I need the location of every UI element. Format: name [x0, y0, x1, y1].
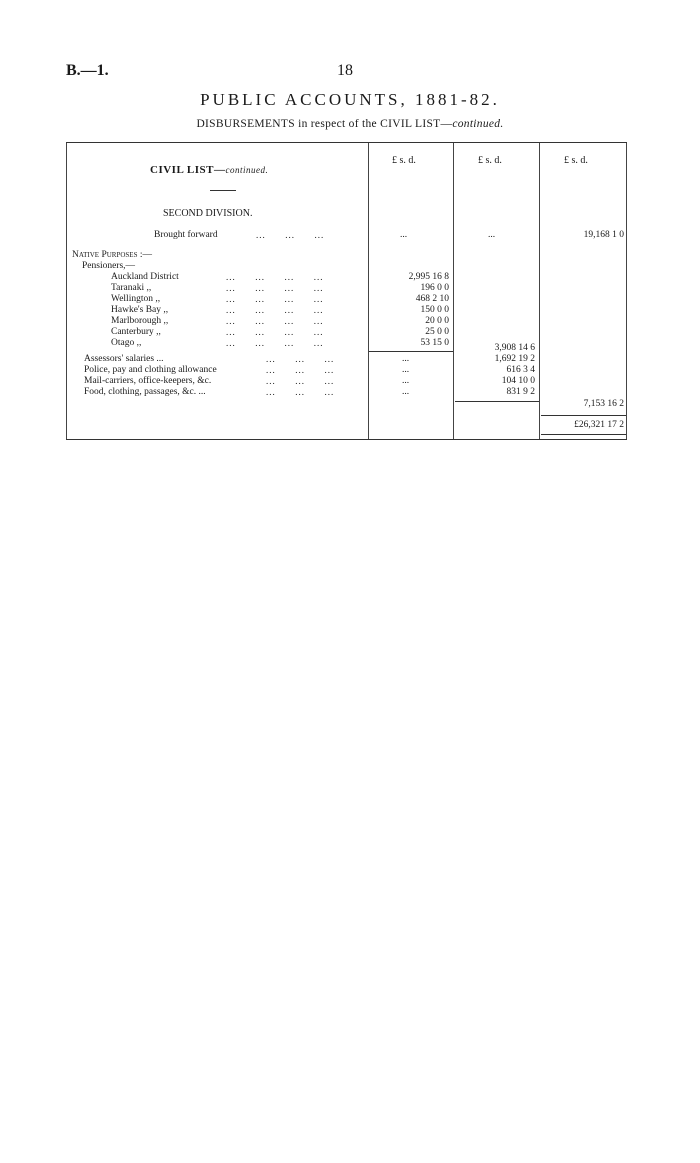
pensioner-row-label: Hawke's Bay ,,: [111, 305, 169, 315]
native-row-amount: 104 10 0: [501, 376, 535, 386]
pensioner-row-label: Taranaki ,,: [111, 283, 152, 293]
native-row-label: Police, pay and clothing allowance: [84, 365, 217, 375]
column-header-1: £ s. d.: [392, 155, 416, 166]
pensioner-row-amount: 468 2 10: [415, 294, 449, 304]
table-left-border: [66, 143, 67, 439]
row-dots: ... ... ... ...: [226, 338, 324, 348]
heading-rule: [210, 190, 236, 191]
native-row-label: Food, clothing, passages, &c. ...: [84, 387, 206, 397]
row-dots: ... ... ...: [266, 376, 335, 386]
section-heading-italic: continued.: [225, 165, 269, 175]
native-row-amount: 1,692 19 2: [494, 354, 535, 364]
native-row-amount: 831 9 2: [506, 387, 535, 397]
grand-total: £26,321 17 2: [574, 420, 624, 430]
row-dots: ... ... ... ...: [226, 283, 324, 293]
column-divider-2: [453, 143, 454, 439]
native-row-col1: ...: [402, 376, 410, 386]
pensioners-label: Pensioners,—: [82, 261, 136, 271]
grand-total-rule: [541, 434, 626, 435]
subtitle-main: DISBURSEMENTS in respect of the CIVIL LIST—: [196, 118, 453, 130]
pensioner-row-amount: 53 15 0: [420, 338, 449, 348]
native-row-amount: 616 3 4: [506, 365, 535, 375]
pensioner-row-amount: 196 0 0: [420, 283, 449, 293]
subtitle-italic: continued.: [452, 118, 504, 130]
pensioner-row-label: Marlborough ,,: [111, 316, 169, 326]
brought-forward-label: Brought forward: [154, 230, 218, 240]
column-header-2: £ s. d.: [478, 155, 502, 166]
row-dots: ... ... ... ...: [226, 327, 324, 337]
document-reference: B.—1.: [66, 62, 109, 79]
division-heading: SECOND DIVISION.: [163, 208, 253, 219]
pensioner-row-label: Otago ,,: [111, 338, 142, 348]
brought-forward-total: 19,168 1 0: [583, 230, 624, 240]
row-dots: ... ... ... ...: [226, 305, 324, 315]
native-total: 7,153 16 2: [583, 399, 624, 409]
native-row-col1: ...: [402, 354, 410, 364]
row-dots: ... ... ... ...: [226, 316, 324, 326]
column-divider-1: [368, 143, 369, 439]
native-purposes-heading: Native Purposes :—: [72, 250, 152, 260]
row-dots: ... ... ...: [266, 365, 335, 375]
pensioner-row-amount: 150 0 0: [420, 305, 449, 315]
native-row-col1: ...: [402, 365, 410, 375]
page-number: 18: [337, 62, 353, 79]
row-dots: ... ... ...: [266, 387, 335, 397]
row-dots: ... ... ... ...: [226, 294, 324, 304]
brought-forward-col2: ...: [488, 230, 496, 240]
column-divider-3: [539, 143, 540, 439]
pensioner-row-amount: 25 0 0: [425, 327, 449, 337]
pensioner-row-amount: 2,995 16 8: [408, 272, 449, 282]
disbursements-table: [66, 142, 627, 440]
native-row-label: Mail-carriers, office-keepers, &c.: [84, 376, 212, 386]
brought-forward-dots: ... ... ...: [256, 230, 325, 240]
table-right-border: [626, 143, 627, 439]
pensioner-row-label: Wellington ,,: [111, 294, 161, 304]
pensioner-row-label: Auckland District: [111, 272, 179, 282]
pensioner-row-amount: 20 0 0: [425, 316, 449, 326]
page-subtitle: [0, 118, 700, 130]
pensioner-row-label: Canterbury ,,: [111, 327, 161, 337]
native-subtotal-rule: [455, 401, 539, 402]
column-header-3: £ s. d.: [564, 155, 588, 166]
row-dots: ... ... ...: [266, 354, 335, 364]
brought-forward-col1: ...: [400, 230, 408, 240]
section-heading: [150, 165, 268, 176]
pensioners-total: 3,908 14 6: [494, 343, 535, 353]
row-dots: ... ... ... ...: [226, 272, 324, 282]
page-title: PUBLIC ACCOUNTS, 1881-82.: [200, 90, 500, 109]
total-rule: [541, 415, 626, 416]
subtotal-rule: [369, 351, 453, 352]
section-heading-main: CIVIL LIST—: [150, 164, 226, 176]
native-row-label: Assessors' salaries ...: [84, 354, 164, 364]
native-row-col1: ...: [402, 387, 410, 397]
